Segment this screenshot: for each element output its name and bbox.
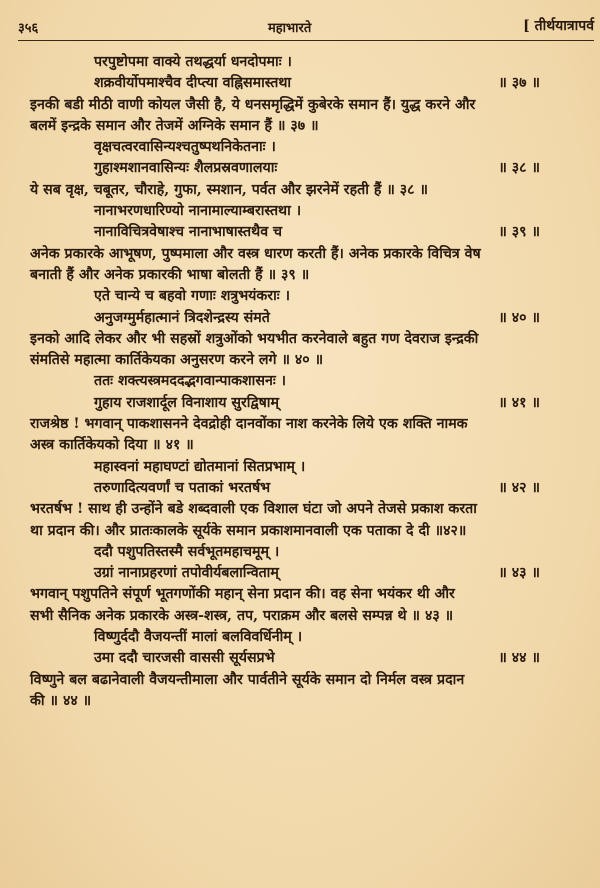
translation-line [30, 116, 570, 137]
line-text: उग्रां नानाप्रहरणां तपोवीर्यबलान्विताम् [94, 565, 279, 582]
line-text: नानाभरणधारिण्यो नानामाल्याम्बरास्तथा । [94, 203, 302, 220]
sanskrit-verse-line [30, 286, 570, 307]
line-text: विष्णुने बल बढानेवाली वैजयन्तीमाला और पार्वतीने सूर्यके समान दो निर्मल वस्त्र प्रदान [30, 671, 465, 688]
verse-number: ॥ ४० ॥ [498, 309, 540, 326]
line-text: था प्रदान की। और प्रातःकालके सूर्यके समान प्रकाशमानवाली एक पताका दे दी ॥४२॥ [30, 522, 467, 539]
line-text: ततः शक्त्यस्त्रमददद्भगवान्पाकशासनः । [94, 373, 287, 390]
verse-number: ॥ ३८ ॥ [498, 160, 540, 177]
sanskrit-verse-line [30, 137, 570, 158]
line-text: अनुजग्मुर्महात्मानं त्रिदशेन्द्रस्य संमते [94, 309, 270, 326]
sanskrit-verse-line [30, 201, 570, 222]
translation-line [30, 584, 570, 605]
running-title: महाभारते [268, 21, 312, 36]
sanskrit-verse-line [30, 158, 570, 179]
translation-line [30, 435, 570, 456]
line-text: गुहाय राजशार्दूल विनाशाय सुरद्विषाम् [94, 394, 279, 411]
sanskrit-verse-line [30, 648, 570, 669]
translation-line [30, 414, 570, 435]
line-text: विष्णुर्ददौ वैजयन्तीं मालां बलविवर्धिनीम् । [94, 629, 303, 646]
translation-line [30, 606, 570, 627]
page-header [18, 14, 594, 41]
line-text: बनाती हैं और अनेक प्रकारकी भाषा बोलती हैं ॥ ३९ ॥ [30, 266, 310, 283]
translation-line [30, 265, 570, 286]
translation-line [30, 244, 570, 265]
sanskrit-verse-line [30, 308, 570, 329]
sanskrit-verse-line [30, 457, 570, 478]
sanskrit-verse-line [30, 393, 570, 414]
sanskrit-verse-line [30, 222, 570, 243]
line-text: अनेक प्रकारके आभूषण, पुष्पमाला और वस्त्र धारण करती हैं। अनेक प्रकारके विचित्र वेष [30, 245, 481, 262]
line-text: तरुणादित्यवर्णां च पताकां भरतर्षभ [94, 479, 271, 496]
translation-line [30, 180, 570, 201]
line-text: राजश्रेष्ठ ! भगवान् पाकशासनने देवद्रोही दानवोंका नाश करनेके लिये एक शक्ति नामक [30, 416, 468, 433]
sanskrit-verse-line [30, 563, 570, 584]
sanskrit-verse-line [30, 371, 570, 392]
line-text: परपुष्टोपमा वाक्ये तथद्धर्या धनदोपमाः । [94, 54, 292, 70]
line-text: सभी सैनिक अनेक प्रकारके अस्त्र-शस्त्र, तप, पराक्रम और बलसे सम्पन्न थे ॥ ४३ ॥ [30, 607, 454, 624]
sanskrit-verse-line [30, 542, 570, 563]
translation-line [30, 499, 570, 520]
line-text: शक्रवीर्योपमाश्चैव दीप्त्या वह्निसमास्तथा [94, 75, 292, 92]
line-text: वृक्षचत्वरवासिन्यश्चतुष्पथनिकेतनाः । [94, 139, 276, 156]
line-text: की ॥ ४४ ॥ [30, 692, 92, 709]
verse-number: ॥ ३७ ॥ [498, 75, 540, 92]
line-text: इनकी बडी मीठी वाणी कोयल जैसी है, ये धनसमृद्धिमें कुबेरके समान हैं। युद्ध करने और [30, 96, 476, 113]
line-text: बलमें इन्द्रके समान और तेजमें अग्निके समान हैं ॥ ३७ ॥ [30, 117, 319, 134]
sanskrit-verse-line [30, 627, 570, 648]
line-text: भगवान् पशुपतिने संपूर्ण भूतगणोंकी महान् सेना प्रदान की। वह सेना भयंकर थी और [30, 586, 455, 603]
line-text: एते चान्ये च बहवो गणाः शत्रुभयंकराः । [94, 288, 290, 305]
translation-line [30, 329, 570, 350]
line-text: भरतर्षभ ! साथ ही उन्होंने बडे शब्दवाली एक विशाल घंटा जो अपने तेजसे प्रकाश करता [30, 501, 477, 518]
line-text: नानाविचित्रवेषाश्च नानाभाषास्तथैव च [94, 224, 283, 241]
translation-line [30, 95, 570, 116]
verse-number: ॥ ४१ ॥ [498, 394, 540, 411]
section-title: [ तीर्थयात्रापर्व [523, 18, 594, 34]
page-body [30, 52, 570, 712]
sanskrit-verse-line [30, 73, 570, 94]
line-text: उमा ददौ चारजसी वाससी सूर्यसप्रभे [94, 650, 275, 667]
sanskrit-verse-line [30, 478, 570, 499]
verse-number: ॥ ४४ ॥ [498, 650, 540, 667]
translation-line [30, 521, 570, 542]
line-text: महास्वनां महाघण्टां द्योतमानां सितप्रभाम् । [94, 458, 306, 475]
line-text: संमतिसे महात्मा कार्तिकेयका अनुसरण करने लगे ॥ ४० ॥ [30, 352, 324, 369]
line-text: ददौ पशुपतिस्तस्मै सर्वभूतमहाचमूम् । [94, 543, 280, 560]
translation-line [30, 350, 570, 371]
verse-number: ॥ ३९ ॥ [498, 224, 540, 241]
line-text: अस्त्र कार्तिकेयको दिया ॥ ४१ ॥ [30, 437, 194, 454]
line-text: इनको आदि लेकर और भी सहस्रों शत्रुओंको भयभीत करनेवाले बहुत गण देवराज इन्द्रकी [30, 330, 479, 347]
page-number: ३५६ [18, 21, 39, 36]
line-text: गुहाश्मशानवासिन्यः शैलप्रस्रवणालयाः [94, 160, 278, 177]
sanskrit-verse-line [30, 52, 570, 73]
verse-number: ॥ ४२ ॥ [498, 479, 540, 496]
verse-number: ॥ ४३ ॥ [498, 565, 540, 582]
translation-line [30, 670, 570, 691]
line-text: ये सब वृक्ष, चबूतर, चौराहे, गुफा, स्मशान, पर्वत और झरनेमें रहती हैं ॥ ३८ ॥ [30, 181, 428, 198]
translation-line [30, 691, 570, 712]
